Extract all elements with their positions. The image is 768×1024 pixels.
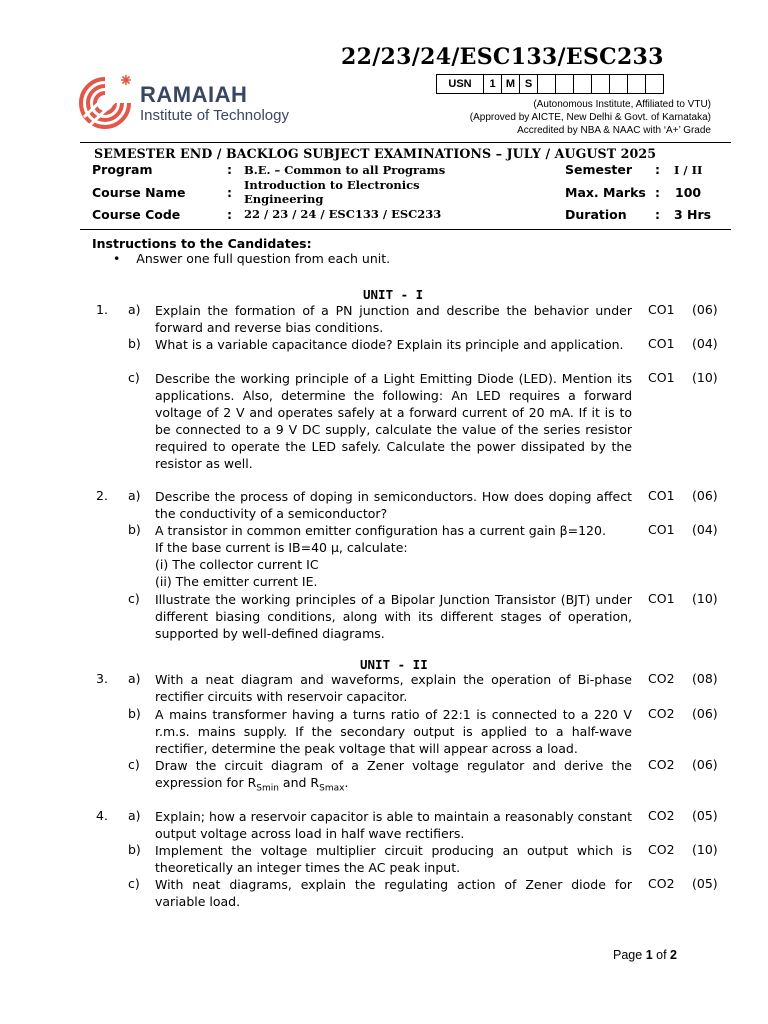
page-current: 1 xyxy=(645,948,653,962)
max-marks-label: Max. Marks xyxy=(565,185,646,200)
affiliation-line: (Autonomous Institute, Affiliated to VTU) xyxy=(533,99,711,110)
course-outcome: CO1 xyxy=(648,336,675,351)
usn-cell xyxy=(609,75,627,93)
usn-cell: 1 xyxy=(483,75,501,93)
marks: (06) xyxy=(692,488,718,503)
period: . xyxy=(344,775,349,790)
exam-title: SEMESTER END / BACKLOG SUBJECT EXAMINATIONS – JULY / AUGUST 2025 xyxy=(94,146,657,161)
marks: (05) xyxy=(692,808,718,823)
affiliation-line: Accredited by NBA & NAAC with ‘A+’ Grade xyxy=(517,125,711,136)
part-letter: a) xyxy=(128,488,141,503)
question-text-main: Draw the circuit diagram of a Zener voltage regulator and derive the expression for xyxy=(155,758,632,790)
usn-cell xyxy=(591,75,609,93)
usn-cell xyxy=(627,75,645,93)
question-text: Explain the formation of a PN junction and describe the behavior under forward and reverse bias conditions. xyxy=(155,303,632,335)
question-text: A mains transformer having a turns ratio of 22:1 is connected to a 220 V r.m.s. mains supply. If the secondary output is applied to a half-wave rectifier, determine the peak voltage that will appear across a load. xyxy=(155,707,632,756)
part-letter: b) xyxy=(128,842,141,857)
page-total: 2 xyxy=(670,948,677,962)
course-outcome: CO2 xyxy=(648,757,675,772)
question-number: 1. xyxy=(96,302,108,317)
question-text: With neat diagrams, explain the regulating action of Zener diode for variable load. xyxy=(155,877,632,909)
part-letter: b) xyxy=(128,706,141,721)
course-outcome: CO2 xyxy=(648,876,675,891)
question-text: What is a variable capacitance diode? Explain its principle and application. xyxy=(155,337,624,352)
colon: : xyxy=(655,207,660,222)
course-code-value: 22 / 23 / 24 / ESC133 / ESC233 xyxy=(244,207,442,221)
page-word: Page xyxy=(613,948,643,962)
marks: (08) xyxy=(692,671,718,686)
part-letter: b) xyxy=(128,336,141,351)
usn-cell xyxy=(537,75,555,93)
part-letter: c) xyxy=(128,757,140,772)
question-text: Illustrate the working principles of a Bipolar Junction Transistor (BJT) under different biasing conditions, along with its different stages of operation, supported by well-defined diagrams. xyxy=(155,592,632,641)
course-outcome: CO1 xyxy=(648,522,675,537)
subscript: Smin xyxy=(256,783,279,794)
question-number: 4. xyxy=(96,808,108,823)
question-text-line: A transistor in common emitter configuration has a current gain β=120. xyxy=(155,523,606,538)
marks: (06) xyxy=(692,706,718,721)
ramaiah-logo-icon xyxy=(76,73,134,135)
marks: (04) xyxy=(692,336,718,351)
course-outcome: CO2 xyxy=(648,706,675,721)
marks: (06) xyxy=(692,302,718,317)
course-name-label: Course Name xyxy=(92,185,186,200)
usn-cell: M xyxy=(501,75,519,93)
marks: (10) xyxy=(692,591,718,606)
affiliation-text xyxy=(470,98,711,137)
part-letter: c) xyxy=(128,591,140,606)
course-outcome: CO2 xyxy=(648,842,675,857)
colon: : xyxy=(655,185,660,200)
course-outcome: CO1 xyxy=(648,488,675,503)
brand-block xyxy=(140,82,289,124)
meta-divider xyxy=(80,229,731,230)
marks: (04) xyxy=(692,522,718,537)
colon: : xyxy=(227,162,232,177)
unit-1-title: UNIT - I xyxy=(363,287,424,302)
colon: : xyxy=(227,207,232,222)
marks: (10) xyxy=(692,370,718,385)
instruction-text: Answer one full question from each unit. xyxy=(136,251,391,266)
course-outcome: CO2 xyxy=(648,671,675,686)
symbol-r: R xyxy=(310,775,320,790)
page-of: of xyxy=(656,948,667,962)
max-marks-value: 100 xyxy=(675,185,702,200)
affiliation-line: (Approved by AICTE, New Delhi & Govt. of Karnataka) xyxy=(469,112,711,123)
course-code-label: Course Code xyxy=(92,207,181,222)
brand-subtitle: Institute of Technology xyxy=(140,107,289,124)
question-text-line: (i) The collector current IC xyxy=(155,557,319,572)
part-letter: a) xyxy=(128,302,141,317)
question-number: 3. xyxy=(96,671,108,686)
connector: and xyxy=(278,775,311,790)
usn-boxes xyxy=(436,74,664,94)
brand-name: RAMAIAH xyxy=(140,82,248,107)
marks: (06) xyxy=(692,757,718,772)
question-text xyxy=(155,522,632,590)
instructions-heading: Instructions to the Candidates: xyxy=(92,236,312,251)
program-label: Program xyxy=(92,162,153,177)
part-letter: c) xyxy=(128,876,140,891)
paper-code: 22/23/24/ESC133/ESC233 xyxy=(341,44,664,70)
semester-label: Semester xyxy=(565,162,633,177)
course-name-value: Introduction to Electronics Engineering xyxy=(244,178,420,206)
question-text-line: If the base current is IB=40 μ, calculate: xyxy=(155,540,408,555)
question-text: Explain; how a reservoir capacitor is able to maintain a reasonably constant output voltage across load in half wave rectifiers. xyxy=(155,809,632,841)
usn-cell xyxy=(555,75,573,93)
subscript: Smax xyxy=(319,783,345,794)
course-outcome: CO1 xyxy=(648,302,675,317)
question-text xyxy=(155,757,632,798)
semester-value: I / II xyxy=(674,163,703,177)
page-number xyxy=(613,948,677,962)
part-letter: a) xyxy=(128,808,141,823)
usn-cell: S xyxy=(519,75,537,93)
instruction-item xyxy=(113,251,390,266)
course-outcome: CO2 xyxy=(648,808,675,823)
question-text: Describe the process of doping in semiconductors. How does doping affect the conductivity of a semiconductor? xyxy=(155,489,632,521)
colon: : xyxy=(227,185,232,200)
duration-value: 3 Hrs xyxy=(674,207,712,222)
part-letter: a) xyxy=(128,671,141,686)
bullet-icon: • xyxy=(113,251,137,266)
usn-label: USN xyxy=(448,78,472,90)
usn-cell xyxy=(573,75,591,93)
marks: (10) xyxy=(692,842,718,857)
question-number: 2. xyxy=(96,488,108,503)
question-text: Describe the working principle of a Light Emitting Diode (LED). Mention its applications. Also, determine the following: An LED requires a forward voltage of 2 V and operates safely at a forward current of 20 mA. If it is to be connected to a 9 V DC supply, calculate the value of the series resistor required to operate the LED safely. Calculate the power dissipated by the resistor as well. xyxy=(155,371,632,471)
symbol-r: R xyxy=(247,775,257,790)
question-text: Implement the voltage multiplier circuit producing an output which is theoretically an integer times the AC peak input. xyxy=(155,843,632,875)
marks: (05) xyxy=(692,876,718,891)
unit-2-title: UNIT - II xyxy=(360,657,428,672)
question-text: With a neat diagram and waveforms, explain the operation of Bi-phase rectifier circuits with reservoir capacitor. xyxy=(155,672,632,704)
header-divider xyxy=(80,142,731,143)
course-outcome: CO1 xyxy=(648,591,675,606)
part-letter: c) xyxy=(128,370,140,385)
usn-cell xyxy=(645,75,663,93)
course-outcome: CO1 xyxy=(648,370,675,385)
colon: : xyxy=(655,162,660,177)
program-value: B.E. – Common to all Programs xyxy=(244,163,446,177)
duration-label: Duration xyxy=(565,207,627,222)
part-letter: b) xyxy=(128,522,141,537)
question-text-line: (ii) The emitter current IE. xyxy=(155,574,318,589)
